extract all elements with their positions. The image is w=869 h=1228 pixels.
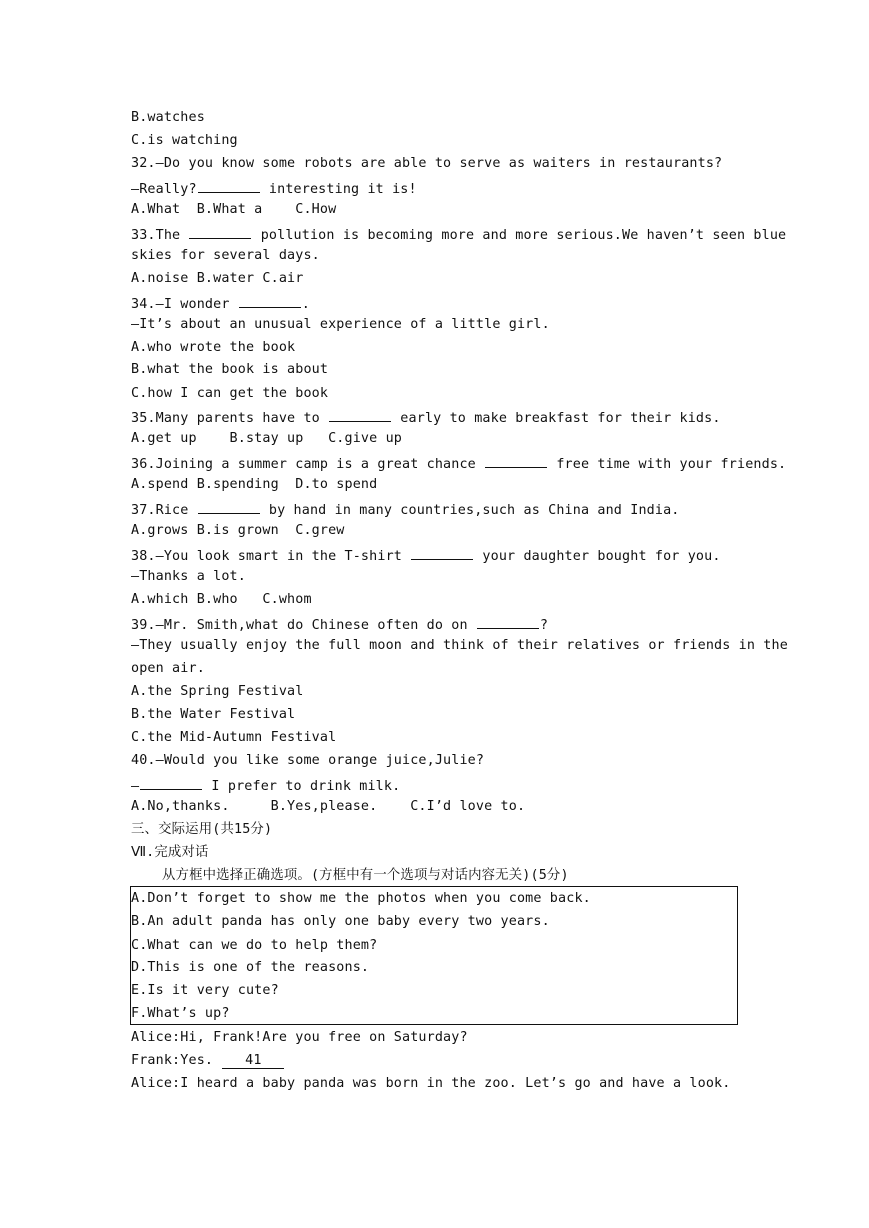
box-option-b: B.An adult panda has only one baby every two years. bbox=[131, 914, 550, 929]
options-36: A.spend B.spending D.to spend bbox=[131, 477, 378, 492]
answer-blank bbox=[329, 408, 391, 422]
option-line: A.the Spring Festival bbox=[131, 684, 304, 699]
question-line: —They usually enjoy the full moon and think of their relatives or friends in the bbox=[131, 638, 788, 653]
answer-blank bbox=[411, 546, 473, 560]
options-35: A.get up B.stay up C.give up bbox=[131, 431, 402, 446]
options-32: A.What B.What a C.How bbox=[131, 202, 337, 217]
options-33: A.noise B.water C.air bbox=[131, 271, 304, 286]
option-line: C.how I can get the book bbox=[131, 386, 329, 401]
dialogue-line: Alice:I heard a baby panda was born in the zoo. Let’s go and have a look. bbox=[131, 1076, 731, 1091]
box-option-e: E.Is it very cute? bbox=[131, 983, 279, 998]
question-line: —Really? interesting it is! bbox=[131, 179, 417, 198]
subsection-heading: Ⅶ.完成对话 bbox=[131, 845, 209, 860]
options-38: A.which B.who C.whom bbox=[131, 592, 312, 607]
box-option-f: F.What’s up? bbox=[131, 1006, 230, 1021]
question-39: 39.—Mr. Smith,what do Chinese often do on ? bbox=[131, 615, 548, 634]
options-40: A.No,thanks. B.Yes,please. C.I’d love to. bbox=[131, 799, 526, 814]
question-38: 38.—You look smart in the T-shirt your daughter bought for you. bbox=[131, 546, 721, 565]
box-option-a: A.Don’t forget to show me the photos when you come back. bbox=[131, 891, 591, 906]
option-line: B.the Water Festival bbox=[131, 707, 296, 722]
question-35: 35.Many parents have to early to make breakfast for their kids. bbox=[131, 408, 721, 427]
option-line: C.the Mid-Autumn Festival bbox=[131, 730, 337, 745]
answer-blank bbox=[189, 225, 251, 239]
answer-blank bbox=[198, 179, 260, 193]
question-line: open air. bbox=[131, 661, 205, 676]
option-line: B.watches bbox=[131, 110, 205, 125]
question-line: —Thanks a lot. bbox=[131, 569, 246, 584]
instructions: 从方框中选择正确选项。(方框中有一个选项与对话内容无关)(5分) bbox=[162, 868, 569, 883]
option-line: C.is watching bbox=[131, 133, 238, 148]
answer-blank bbox=[198, 500, 260, 514]
option-line: B.what the book is about bbox=[131, 362, 329, 377]
question-line: — I prefer to drink milk. bbox=[131, 776, 400, 795]
dialogue-line: Frank:Yes. 41 bbox=[131, 1053, 285, 1069]
box-option-d: D.This is one of the reasons. bbox=[131, 960, 370, 975]
answer-blank bbox=[485, 454, 547, 468]
box-option-c: C.What can we do to help them? bbox=[131, 938, 378, 953]
option-line: A.who wrote the book bbox=[131, 340, 296, 355]
answer-blank bbox=[239, 294, 301, 308]
options-37: A.grows B.is grown C.grew bbox=[131, 523, 345, 538]
question-line: —It’s about an unusual experience of a little girl. bbox=[131, 317, 550, 332]
section-heading: 三、交际运用(共15分) bbox=[131, 822, 273, 837]
question-33: 33.The pollution is becoming more and more serious.We haven’t seen blue bbox=[131, 225, 786, 244]
answer-blank bbox=[140, 776, 202, 790]
question-40: 40.—Would you like some orange juice,Julie? bbox=[131, 753, 485, 768]
question-line: skies for several days. bbox=[131, 248, 320, 263]
answer-blank-41: 41 bbox=[222, 1054, 284, 1069]
question-37: 37.Rice by hand in many countries,such as China and India. bbox=[131, 500, 680, 519]
question-36: 36.Joining a summer camp is a great chance free time with your friends. bbox=[131, 454, 786, 473]
dialogue-line: Alice:Hi, Frank!Are you free on Saturday? bbox=[131, 1030, 468, 1045]
question-34: 34.—I wonder . bbox=[131, 294, 310, 313]
question-32: 32.—Do you know some robots are able to serve as waiters in restaurants? bbox=[131, 156, 723, 171]
answer-blank bbox=[477, 615, 539, 629]
